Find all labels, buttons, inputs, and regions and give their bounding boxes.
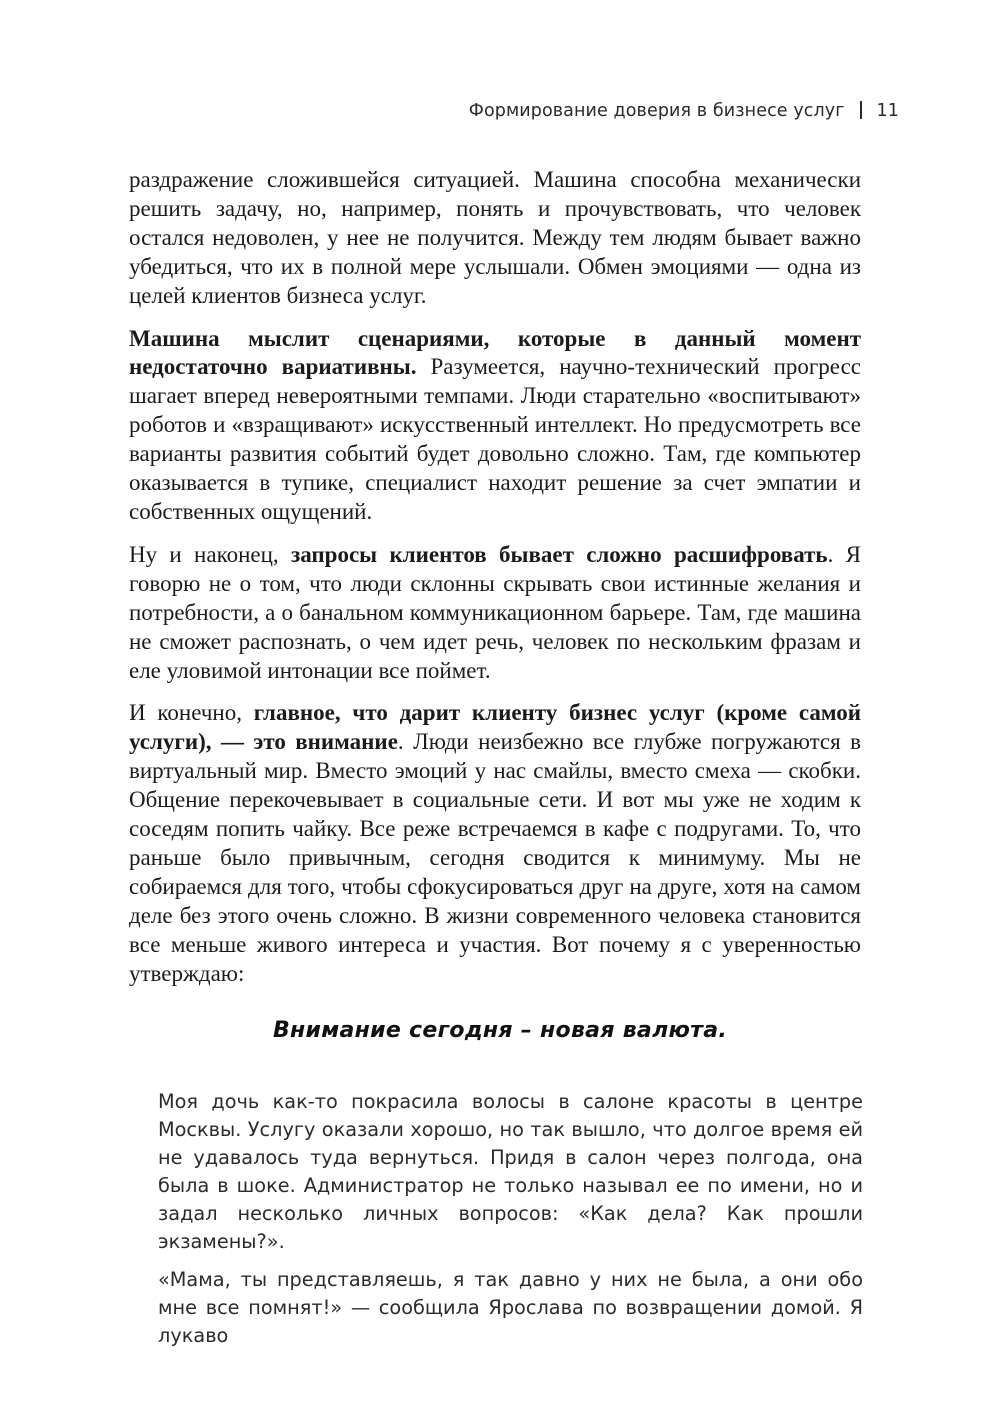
anecdote-block	[158, 1088, 863, 1361]
paragraph-2	[129, 325, 861, 527]
paragraph-4-emphasis: главное, что дарит клиенту бизнес услуг (кроме самой услуги), — это внимание	[129, 700, 862, 755]
paragraph-4-lead: И конечно,	[129, 700, 254, 726]
paragraph-4	[129, 699, 861, 988]
paragraph-2-emphasis: Машина мыслит сценариями, которые в данный момент недостаточно вариативны.	[129, 325, 861, 380]
paragraph-3-text: . Я говорю не о том, что люди склонны скрывать свои истинные желания и потребности, а о банальном коммуникационном барьере. Там, где машина не сможет распознать, о чем идет речь, человек по нескольким фразам и еле уловимой интонации все поймет.	[129, 541, 861, 683]
page-number: 11	[876, 101, 899, 121]
paragraph-4-text: . Люди неизбежно все глубже погружаются в виртуальный мир. Вместо эмоций у нас смайлы, вместо смеха — скобки. Общение перекочевывает в социальные сети. И вот мы уже не ходим к соседям попить чайку. Все реже встречаемся в кафе с подругами. То, что раньше было привычным, сегодня сводится к минимуму. Мы не собираемся для того, чтобы сфокусироваться друг на друге, хотя на самом деле без этого очень сложно. В жизни современного человека становится все меньше живого интереса и участия. Вот почему я с уверенностью утверждаю:	[129, 729, 861, 986]
paragraph-1	[129, 166, 861, 311]
running-header	[469, 101, 899, 121]
key-statement: Внимание сегодня – новая валюта.	[272, 1018, 728, 1043]
paragraph-1-text: раздражение сложившейся ситуацией. Машина способна механически решить задачу, но, например, понять и прочувствовать, что человек остался недоволен, у нее не получится. Между тем людям бывает важно убедиться, что их в полной мере услышали. Обмен эмоциями — одна из целей клиентов бизнеса услуг.	[129, 167, 861, 308]
chapter-title: Формирование доверия в бизнесе услуг	[468, 101, 845, 121]
anecdote-paragraph-1: Моя дочь как-то покрасила волосы в салоне красоты в центре Москвы. Услугу оказали хорошо, но так вышло, что долгое время ей не удавалось туда вернуться. Придя в салон через полгода, она была в шоке. Администратор не только называл ее по имени, но и задал несколько личных вопросов: «Как дела? Как прошли экзамены?».	[158, 1090, 863, 1253]
main-text	[129, 166, 861, 1002]
paragraph-2-text: Разумеется, научно-технический прогресс шагает вперед невероятными темпами. Люди старательно «воспитывают» роботов и «взращивают» искусственный интеллект. Но предусмотреть все варианты развития событий будет довольно сложно. Там, где компьютер оказывается в тупике, специалист находит решение за счет эмпатии и собственных ощущений.	[129, 354, 862, 524]
anecdote-paragraph-2: «Мама, ты представляешь, я так давно у них не была, а они обо мне все помнят!» — сообщила Ярослава по возвращении домой. Я лукаво	[158, 1268, 863, 1348]
paragraph-3-emphasis: запросы клиентов бывает сложно расшифровать	[290, 541, 828, 567]
paragraph-3-lead: Ну и наконец,	[129, 541, 291, 567]
header-divider	[860, 101, 862, 119]
paragraph-3	[129, 541, 861, 686]
